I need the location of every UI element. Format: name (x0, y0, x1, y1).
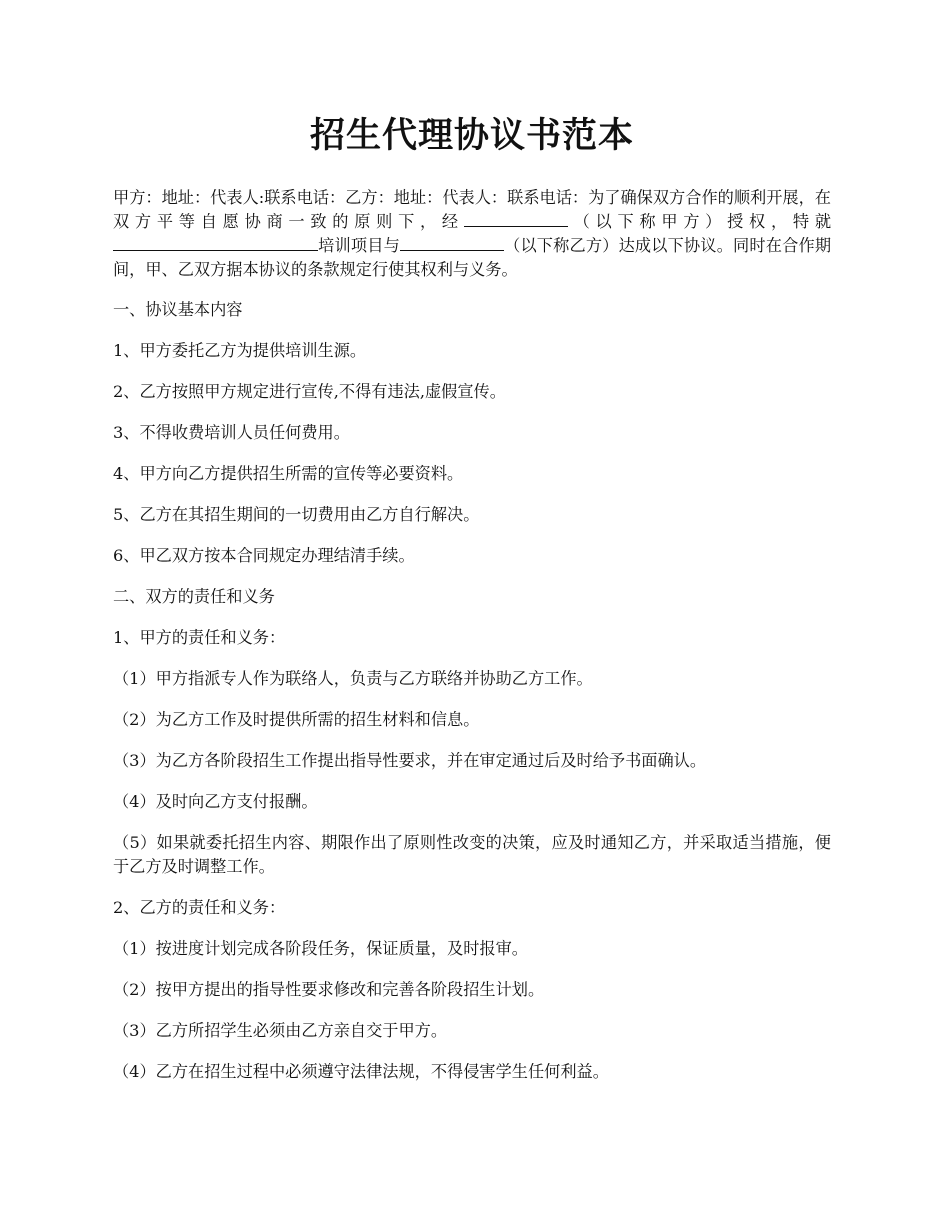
section-heading-duties: 二、双方的责任和义务 (113, 587, 275, 606)
document-page (113, 112, 831, 1101)
party-a-duty-3: （3）为乙方各阶段招生工作提出指导性要求，并在审定通过后及时给予书面确认。 (113, 751, 707, 770)
intro-text-3: 培训项目与 (318, 236, 400, 255)
section-heading-basic: 一、协议基本内容 (113, 300, 243, 319)
clause-1-2: 2、乙方按照甲方规定进行宣传,不得有违法,虚假宣传。 (113, 382, 506, 401)
party-b-duty-3: （3）乙方所招学生必须由乙方亲自交于甲方。 (113, 1021, 448, 1040)
blank-line-party-b (400, 249, 504, 251)
intro-text-4: （以下称乙方）达成以下协议。同时在合作期间，甲、乙双方据本协议的条款规定行使其权利与义务。 (113, 236, 832, 279)
party-a-duty-1: （1）甲方指派专人作为联络人，负责与乙方联络并协助乙方工作。 (113, 669, 593, 688)
clause-1-3: 3、不得收费培训人员任何费用。 (113, 423, 350, 442)
party-a-duty-2: （2）为乙方工作及时提供所需的招生材料和信息。 (113, 710, 480, 729)
party-b-duty-4: （4）乙方在招生过程中必须遵守法律法规，不得侵害学生任何利益。 (113, 1062, 609, 1081)
blank-line-project (113, 249, 318, 251)
intro-text-2: （以下称甲方）授权，特就 (567, 212, 832, 231)
subsection-party-b: 2、乙方的责任和义务： (113, 898, 286, 917)
intro-paragraph (113, 186, 831, 282)
party-b-duty-2: （2）按甲方提出的指导性要求修改和完善各阶段招生计划。 (113, 980, 545, 999)
party-b-duty-1: （1）按进度计划完成各阶段任务，保证质量，及时报审。 (113, 939, 528, 958)
blank-line-authorizer (464, 225, 568, 227)
clause-1-5: 5、乙方在其招生期间的一切费用由乙方自行解决。 (113, 505, 480, 524)
subsection-party-a: 1、甲方的责任和义务： (113, 628, 286, 647)
party-a-duty-5: （5）如果就委托招生内容、期限作出了原则性改变的决策，应及时通知乙方，并采取适当措施，便于乙方及时调整工作。 (113, 833, 831, 876)
intro-text-1: 甲方：地址：代表人:联系电话：乙方：地址：代表人：联系电话：为了确保双方合作的顺利开展，在双方平等自愿协商一致的原则下，经 (113, 188, 831, 231)
document-title: 招生代理协议书范本 (309, 115, 634, 156)
party-a-duty-4: （4）及时向乙方支付报酬。 (113, 792, 318, 811)
clause-1-4: 4、甲方向乙方提供招生所需的宣传等必要资料。 (113, 464, 464, 483)
clause-1-6: 6、甲乙双方按本合同规定办理结清手续。 (113, 546, 415, 565)
clause-1-1: 1、甲方委托乙方为提供培训生源。 (113, 341, 367, 360)
